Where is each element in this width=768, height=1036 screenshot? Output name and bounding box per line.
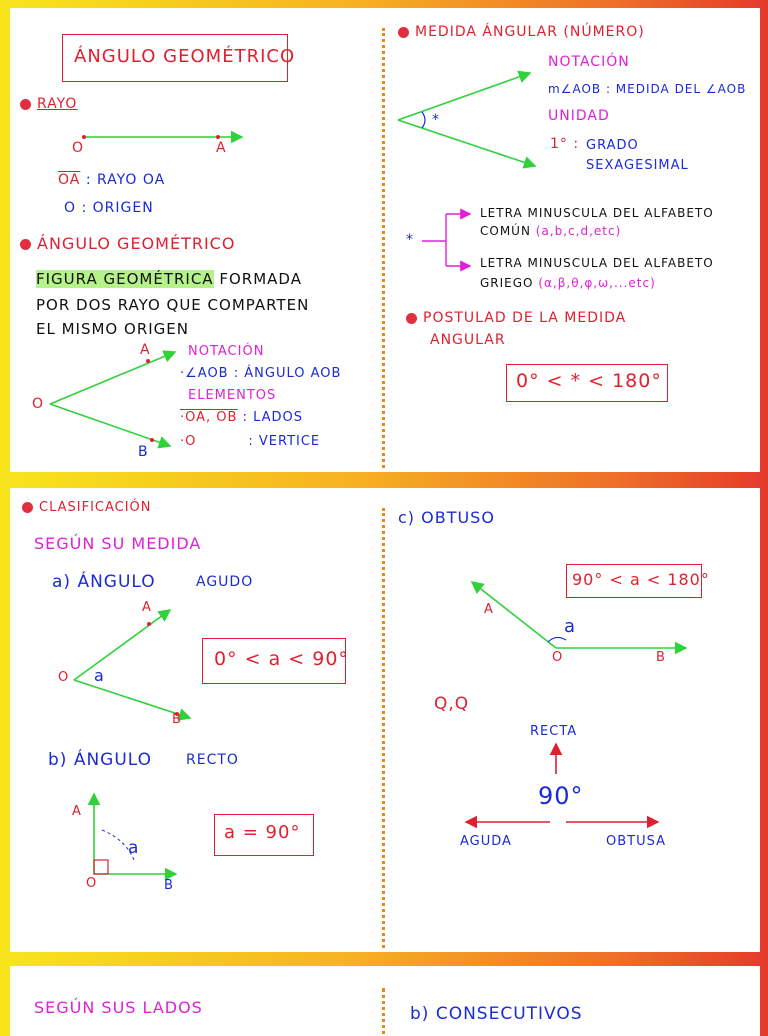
angulo-definition-line3: EL MISMO ORIGEN — [36, 320, 189, 338]
letra-comun-line1: LETRA MINUSCULA DEL ALFABETO — [480, 206, 714, 220]
angulo-aob: ·∠AOB : ÁNGULO AOB — [180, 366, 342, 381]
obtuso-var: a — [564, 616, 577, 637]
agudo-point-o: O — [58, 670, 70, 685]
obtuso-point-o: O — [552, 650, 564, 665]
recto-formula: a = 90° — [224, 822, 301, 843]
obtuso-label: c) OBTUSO — [398, 508, 495, 527]
agudo-label: a) ÁNGULO — [52, 572, 156, 592]
angulo-definition-line2: POR DOS RAYO QUE COMPARTEN — [36, 296, 310, 314]
agudo-ray-oa — [74, 610, 170, 680]
recto-point-o: O — [86, 876, 98, 891]
rayo-point-o — [82, 135, 86, 139]
agudo-word: AGUDO — [196, 574, 254, 590]
segun-medida-heading: SEGÚN SU MEDIDA — [34, 534, 202, 553]
postulado-heading2: ANGULAR — [430, 332, 506, 348]
recto-word: RECTO — [186, 752, 239, 768]
panel2-diagrams — [10, 488, 760, 952]
agudo-point-b: B — [172, 712, 182, 727]
letra-griego-line2: GRIEGO (α,β,θ,φ,ω,...etc) — [480, 276, 656, 290]
angle-point-b — [150, 438, 154, 442]
obtuso-point-a: A — [484, 602, 494, 617]
recto-label: b) ÁNGULO — [48, 750, 153, 770]
angulo-definition-line1: FIGURA GEOMÉTRICA FORMADA — [36, 270, 302, 288]
angle-ray-oa — [50, 352, 175, 404]
recto-var: a — [128, 838, 140, 858]
medida-m-aob: m∠AOB : MEDIDA DEL ∠AOB — [548, 82, 747, 96]
medida-grado-sym: 1° : — [550, 136, 580, 152]
angulo-label-b: B — [138, 444, 149, 460]
angulo-elementos: ELEMENTOS — [188, 388, 277, 403]
panel-angulo-geometrico — [10, 8, 760, 472]
angulo-notacion: NOTACIÓN — [188, 344, 265, 359]
rayo-heading: RAYO — [20, 96, 77, 112]
ojo-doodle: Q,Q — [434, 694, 470, 714]
page-title: ÁNGULO GEOMÉTRICO — [74, 46, 296, 67]
noventa-label: 90° — [538, 782, 584, 810]
medida-angle-star: * — [432, 112, 440, 128]
postulado-heading: POSTULAD DE LA MEDIDA — [406, 310, 626, 326]
panel-clasificacion — [10, 488, 760, 952]
consecutivos-label: b) CONSECUTIVOS — [410, 1004, 583, 1024]
bullet-icon — [20, 239, 31, 250]
rayo-origin: O : ORIGEN — [64, 200, 154, 216]
angle-point-a — [146, 359, 150, 363]
agudo-point-a: A — [142, 600, 152, 615]
panel-segun-lados — [10, 966, 760, 1036]
angulo-lados: ·OA, OB : LADOS — [180, 410, 304, 425]
obtuso-point-b: B — [656, 650, 666, 665]
agudo-var: a — [94, 666, 105, 685]
letra-griego-line1: LETRA MINUSCULA DEL ALFABETO — [480, 256, 714, 270]
obtusa-label: OBTUSA — [606, 834, 666, 849]
angulo-label-a: A — [140, 342, 151, 358]
panel1-separator — [382, 28, 385, 468]
agudo-formula: 0° < a < 90° — [214, 648, 349, 670]
rayo-label-a: A — [216, 140, 227, 156]
medida-unidad: UNIDAD — [548, 108, 610, 124]
panel2-separator — [382, 508, 385, 948]
postulado-formula: 0° < * < 180° — [516, 370, 662, 392]
aguda-label: AGUDA — [460, 834, 512, 849]
panel3-separator — [382, 988, 385, 1036]
medida-notacion: NOTACIÓN — [548, 54, 630, 70]
bullet-icon — [398, 27, 409, 38]
bracket-star: * — [406, 232, 414, 248]
letra-comun-line2: COMÚN (a,b,c,d,etc) — [480, 224, 622, 238]
clasificacion-heading: CLASIFICACIÓN — [22, 500, 152, 515]
bullet-icon — [406, 313, 417, 324]
medida-grado2: SEXAGESIMAL — [586, 158, 689, 173]
medida-ray-lower — [398, 120, 535, 166]
recto-point-b: B — [164, 878, 174, 893]
recto-point-a: A — [72, 804, 82, 819]
angulo-vertice: ·O : VERTICE — [180, 434, 321, 449]
recta-label: RECTA — [530, 724, 578, 739]
medida-grado1: GRADO — [586, 138, 639, 153]
angulo-label-o: O — [32, 396, 45, 412]
rayo-notation: $\overline{OA}$ : RAYO OA — [58, 172, 166, 188]
obtuso-formula: 90° < a < 180° — [572, 570, 710, 589]
medida-heading: MEDIDA ÁNGULAR (NÚMERO) — [398, 24, 645, 40]
bullet-icon — [22, 502, 33, 513]
rayo-label-o: O — [72, 140, 85, 156]
medida-ray-upper — [398, 73, 530, 120]
rayo-point-a — [216, 135, 220, 139]
angulo-heading: ÁNGULO GEOMÉTRICO — [20, 234, 235, 253]
segun-lados-heading: SEGÚN SUS LADOS — [34, 998, 203, 1017]
bullet-icon — [20, 99, 31, 110]
